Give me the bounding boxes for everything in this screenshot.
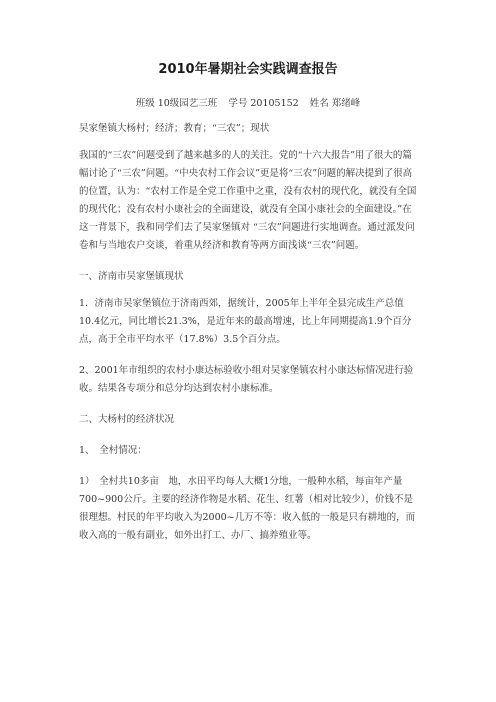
author-info: [0, 97, 496, 110]
section-1-paragraph-1: 1．济南市吴家堡镇位于济南西郊，据统计，2005年上半年全县完成生产总值10.4亿元，同比增长21.3%，是近年来的最高增速，比上年同期提高1.9个百分点，高于全市平均水平（17.8%）3.5个百分点。: [79, 298, 412, 345]
student-id: 学号 20105152: [228, 98, 299, 109]
keywords: 吴家堡镇大杨村；经济；教育；“三农”；现状: [79, 123, 270, 134]
section-2-heading: 二、大杨村的经济状况: [79, 414, 175, 425]
class-info: 班级 10级园艺三班: [135, 98, 218, 109]
section-2-subheading-1: 1、 全村情况：: [79, 445, 147, 456]
report-body: [79, 120, 419, 545]
section-1-paragraph-2: 2、2001年市组织的农村小康达标验收小组对吴家堡镇农村小康达标情况进行验收。结果各专项分和总分均达到农村小康标准。: [79, 365, 414, 394]
author-name: 姓名 郑绪峰: [309, 98, 361, 109]
section-1-heading: 一、济南市吴家堡镇现状: [79, 271, 184, 282]
section-2-paragraph-1: 1） 全村共10多亩 地，水田平均每人大概1分地，一般种水稻，每亩年产量700~900公斤。主要的经济作物是水稻、花生、红薯（相对比较少），价钱不是很理想。村民的年平均收入为2000~几万不等：收入低的一般是只有耕地的，而收入高的一般有副业，如外出打工、办厂、搞养殖业等。: [79, 476, 416, 541]
report-title: 2010年暑期社会实践调查报告: [158, 62, 338, 77]
intro-paragraph: 我国的“三农”问题受到了越来越多的人的关注。党的“十六大报告”用了很大的篇幅讨论了“三农”问题。“中央农村工作会议”更是将“三农”问题的解决提到了很高的位置，认为：“农村工作是全党工作重中之重，没有农村的现代化，就没有全国的现代化；没有农村小康社会的全面建设，就没有全国小康社会的全面建设。”在这一背景下，我和同学们去了吴家堡镇对 “三农”问题进行实地调查。通过派发问卷和与当地农户交谈，着重从经济和教育等两方面浅谈“三农”问题。: [79, 150, 417, 251]
